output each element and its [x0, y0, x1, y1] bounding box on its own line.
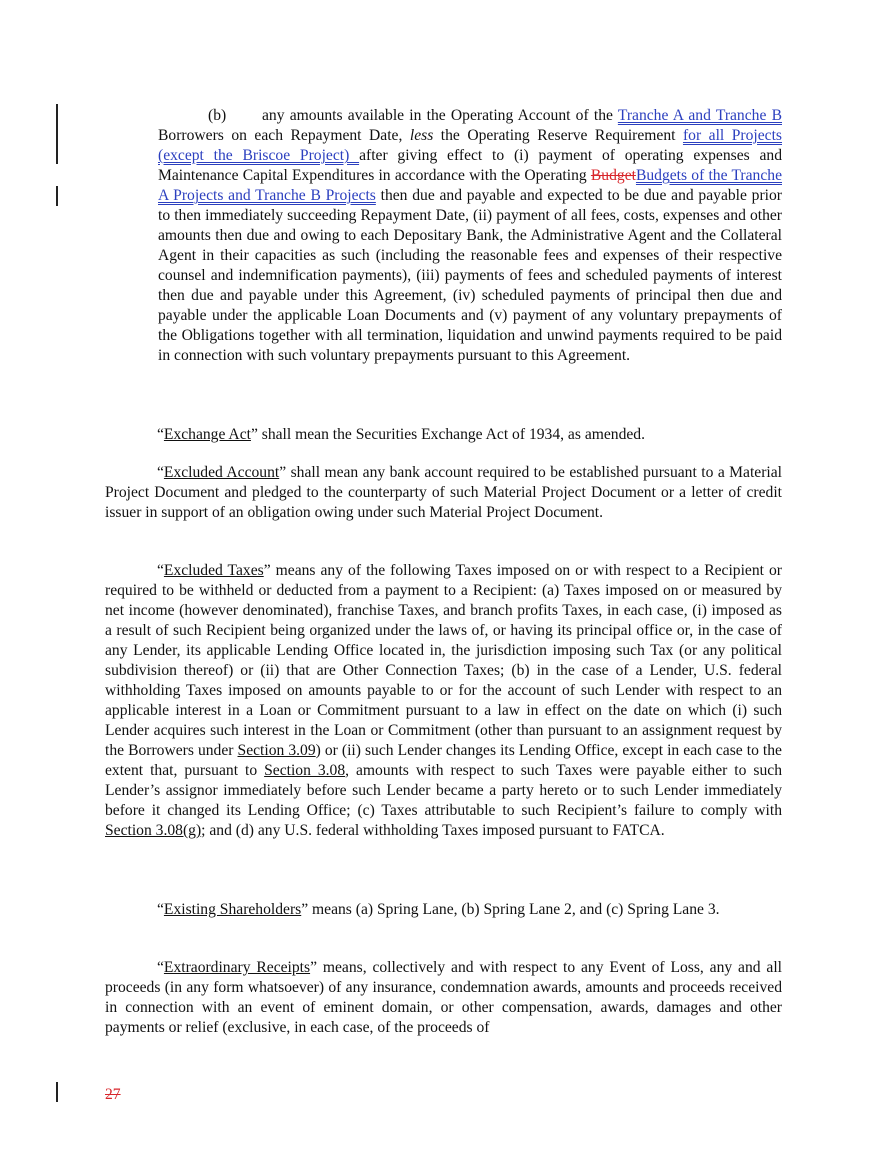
defined-term: Excluded Account — [163, 464, 280, 481]
inserted-text: Tranche A and Tranche B — [617, 107, 782, 124]
section-reference[interactable]: Section 3.08 — [264, 762, 346, 779]
defined-term: Exchange Act — [163, 426, 251, 443]
inserted-text: for all Projects (except the Briscoe Project) — [158, 127, 782, 164]
section-reference[interactable]: Section 3.08(g) — [105, 822, 202, 839]
deleted-text: Budget — [590, 167, 636, 184]
definition-excluded-taxes: “Excluded Taxes” means any of the following Taxes imposed on or with respect to a Recipient or required to be withheld or deducted from a payment to a Recipient: (a) Taxes imposed on or measured by net income (however denominated), franchise Taxes, and branch profits Taxes, in each case, (i) imposed as a result of such Recipient being organized under the laws of, or having its principal office or, in the case of any Lender, its applicable Lending Office located in, the jurisdiction imposing such Tax (or any political subdivision thereof) or (ii) that are Other Connection Taxes; (b) in the case of a Lender, U.S. federal withholding Taxes imposed on amounts payable to or for the account of such Lender with respect to an applicable interest in a Loan or Commitment pursuant to a law in effect on the date on which (i) such Lender acquires such interest in the Loan or Commitment (other than pursuant to an assignment request by the Borrowers under Section 3.09) or (ii) such Lender changes its Lending Office, except in each case to the extent that, pursuant to Section 3.08, amounts with respect to such Taxes were payable either to such Lender’s assignor immediately before such Lender became a party hereto or to such Lender immediately before it changed its Lending Office; (c) Taxes attributable to such Recipient’s failure to comply with Section 3.08(g); and (d) any U.S. federal withholding Taxes imposed pursuant to FATCA. — [105, 562, 782, 839]
page-number: 27 — [105, 1086, 121, 1103]
inserted-text: Budgets of the Tranche A Projects and Tranche B Projects — [158, 167, 782, 204]
defined-term: Extraordinary Receipts — [163, 959, 311, 976]
section-reference[interactable]: Section 3.09 — [237, 742, 316, 759]
clause-b-paragraph: (b) any amounts available in the Operating Account of the Tranche A and Tranche B Borrowers on each Repayment Date, less the Operating Reserve Requirement for all Projects (except the Briscoe Project) after giving effect to (i) payment of operating expenses and Maintenance Capital Expenditures in accordance with the Operating BudgetBudgets of the Tranche A Projects and Tranche B Projects then due and payable and expected to be due and payable prior to then immediately succeeding Repayment Date, (ii) payment of all fees, costs, expenses and other amounts then due and owing to each Depositary Bank, the Administrative Agent and the Collateral Agent in their capacities as such (including the reasonable fees and expenses of their respective counsel and indemnification payments), (iii) payments of fees and scheduled payments of interest then due and payable under this Agreement, (iv) scheduled payments of principal then due and payable under the applicable Loan Documents and (v) payment of any voluntary prepayments of the Obligations together with all termination, liquidation and unwind payments required to be paid in connection with such voluntary prepayments pursuant to this Agreement. — [158, 107, 782, 364]
change-bar — [56, 186, 58, 206]
defined-term: Existing Shareholders — [163, 901, 302, 918]
definition-exchange-act: “Exchange Act” shall mean the Securities Exchange Act of 1934, as amended. — [157, 426, 645, 443]
definition-existing-shareholders: “Existing Shareholders” means (a) Spring Lane, (b) Spring Lane 2, and (c) Spring Lane 3. — [157, 901, 720, 918]
change-bar — [56, 1082, 58, 1102]
defined-term: Excluded Taxes — [163, 562, 264, 579]
clause-label: (b) — [208, 107, 227, 124]
change-bar — [56, 104, 58, 164]
definition-excluded-account: “Excluded Account” shall mean any bank account required to be established pursuant to a Material Project Document and pledged to the counterparty of such Material Project Document or a letter of credit issuer in support of an obligation owing under such Material Project Document. — [105, 464, 782, 521]
definition-extraordinary-receipts: “Extraordinary Receipts” means, collectively and with respect to any Event of Loss, any and all proceeds (in any form whatsoever) of any insurance, condemnation awards, amounts and proceeds received in connection with an event of eminent domain, or other compensation, awards, damages and other payments or relief (exclusive, in each case, of the proceeds of — [105, 959, 782, 1036]
